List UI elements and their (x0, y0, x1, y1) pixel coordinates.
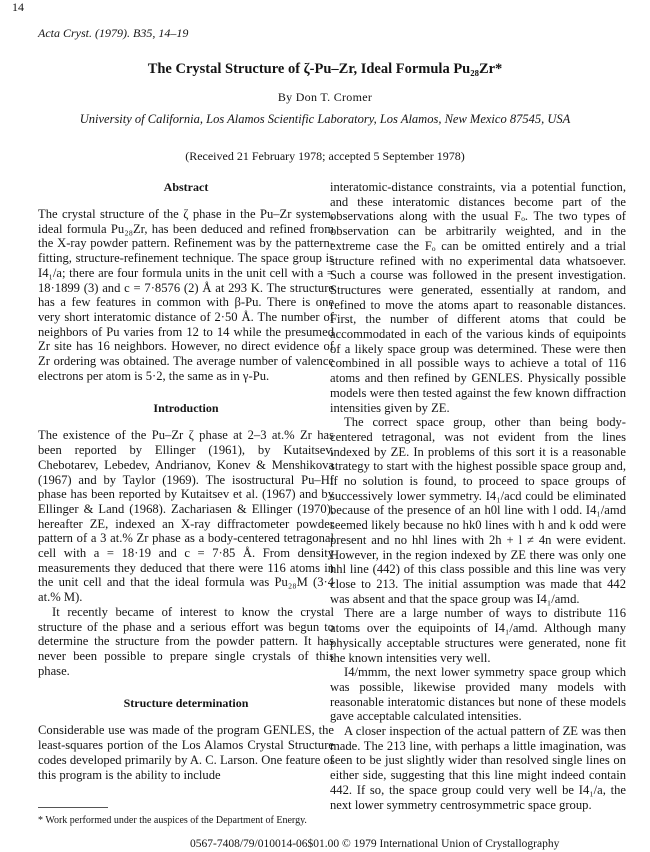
affiliation: University of California, Los Alamos Scientific Laboratory, Los Alamos, New Mexico 87545, USA (79, 112, 571, 126)
left-column (38, 180, 334, 782)
right-paragraph-3: There are a large number of ways to distribute 116 atoms over the equipoints of I4₁/amd. Although many physically acceptable structures were generated, none fit the known intensities very well. (330, 606, 626, 665)
structure-heading: Structure determination (123, 696, 249, 711)
article-title: The Crystal Structure of ζ-Pu–Zr, Ideal Formula Pu₂₈Zr* (147, 61, 503, 77)
right-paragraph-4: I4/mmm, the next lower symmetry space group which was possible, likewise provided many models with reasonable interatomic distances but none of these models gave acceptable calculated intensities. (330, 665, 626, 724)
introduction-heading: Introduction (153, 401, 219, 416)
right-paragraph-2: The correct space group, other than being body-centered tetragonal, was not evident from the lines indexed by ZE. In problems of this sort it is a reasonable strategy to start with the highest possible space group and, if no solution is found, to proceed to space groups of successively lower symmetry. I4₁/acd could be eliminated because of the presence of an h0l line with l odd. I4₁/amd seemed likely because no hk0 lines with h and k odd were present and no hhl lines with 2h + l ≠ 4n were evident. However, in the region indexed by ZE there was only one hhl line (442) of this class possible and this line was very close to 213. The initial assumption was made that 442 was absent and that the space group was I4₁/amd. (330, 415, 626, 606)
journal-citation: Acta Cryst. (1979). B35, 14–19 (38, 26, 189, 40)
footnote: * Work performed under the auspices of the Department of Energy. (38, 815, 307, 826)
received-dates: (Received 21 February 1978; accepted 5 September 1978) (185, 149, 465, 163)
right-paragraph-1: interatomic-distance constraints, via a potential function, and these interatomic distances become part of the observations along with the usual Fₒ. The two types of observation can be arbitrarily weighted, and in the extreme case the Fₒ can be omitted entirely and a trial structure refined with no experimental data whatsoever. Such a course was followed in the present investigation. Structures were generated, essentially at random, and refined to move the atoms apart to reasonable distances. First, the number of different atoms that could be accommodated in each of the various kinds of equipoints of a likely space group was determined. These were then combined in all possible ways to achieve a total of 116 atoms and then refined by GENLES. Physically possible models were then tested against the few known diffraction intensities given by ZE. (330, 180, 626, 415)
abstract-text: The crystal structure of the ζ phase in the Pu–Zr system, ideal formula Pu₂₈Zr, has been deduced and refined from the X-ray powder pattern. Refinement was by the pattern-fitting, structure-refinement technique. The space group is I4₁/a; there are four formula units in the unit cell with a = 18·1899 (3) and c = 7·8576 (2) Å at 293 K. The structure has a few features in common with β-Pu. There is one very short interatomic distance of 2·50 Å. The number of neighbors of Pu varies from 12 to 14 while the presumed Zr site has 16 neighbors. However, no direct evidence of Zr ordering was obtained. The average number of valence electrons per atom is 5·2, the same as in γ-Pu. (38, 207, 334, 383)
right-paragraph-5: A closer inspection of the actual pattern of ZE was then made. The 213 line, with perhaps a little imagination, was seen to be just slightly wider than resolved single lines on either side, suggesting that this line might indeed contain 442. If so, the space group could very well be I4₁/a, the next lower symmetry centrosymmetric space group. (330, 724, 626, 812)
footnote-divider (38, 807, 108, 808)
structure-paragraph: Considerable use was made of the program GENLES, the least-squares portion of the Los Alamos Crystal Structure codes developed primarily by A. C. Larson. One feature of this program is the ability to include (38, 723, 334, 782)
page-number: 14 (12, 0, 24, 14)
abstract-heading: Abstract (163, 180, 209, 194)
author-line: By Don T. Cromer (277, 90, 373, 104)
copyright-line: 0567-7408/79/010014-06$01.00 © 1979 International Union of Crystallography (190, 838, 560, 850)
intro-paragraph-1: The existence of the Pu–Zr ζ phase at 2–3 at.% Zr has been reported by Ellinger (1961), by Kutaitsev, Chebotarev, Lebedev, Andrianov, Konev & Menshikova (1967) and by Taylor (1969). The isostructural Pu–Hf phase has been reported by Kutaitsev et al. (1967) and by Ellinger & Land (1968). Zachariasen & Ellinger (1970), hereafter ZE, indexed an X-ray diffractometer powder pattern of a 3 at.% Zr phase as a body-centered tetragonal cell with a = 18·19 and c = 7·85 Å. From density measurements they deduced that there were 116 atoms in the unit cell and that the ideal formula was Pu₂₈M (3·4 at.% M). (38, 428, 334, 605)
right-column (330, 180, 626, 812)
intro-paragraph-2: It recently became of interest to know the crystal structure of the phase and a serious effort was begun to determine the structure from the powder pattern. It has never been possible to prepare single crystals of this phase. (38, 604, 334, 678)
